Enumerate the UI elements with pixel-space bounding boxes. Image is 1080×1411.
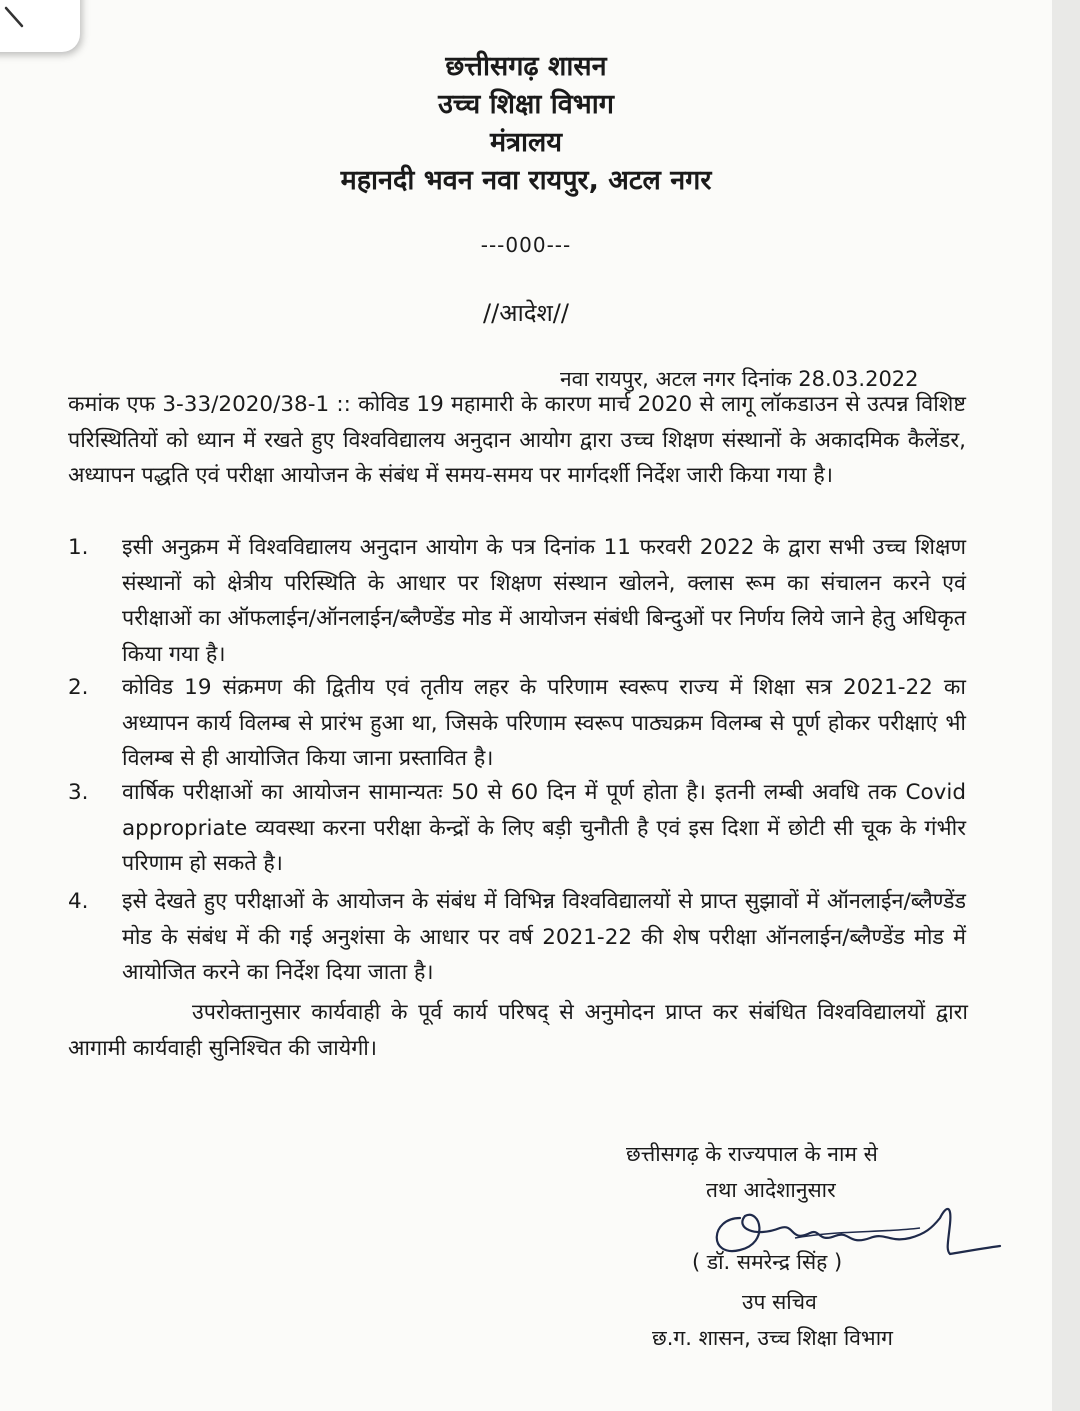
- signatory-name: ( डॉ. समरेन्द्र सिंह ): [692, 1250, 843, 1274]
- back-arrow-icon: [2, 2, 32, 32]
- item-number: 4.: [68, 889, 89, 914]
- item-text: वार्षिक परीक्षाओं का आयोजन सामान्यतः 50 से 60 दिन में पूर्ण होता है। इतनी लम्बी अवधि तक Covid appropriate व्यवस्था करना परीक्षा केन्द्रों के लिए बड़ी चुनौती है एवं इस दिशा में छोटी सी चूक के गंभीर परिणाम हो सकते है।: [122, 780, 966, 876]
- back-button[interactable]: [0, 0, 80, 52]
- header-government: छत्तीसगढ़ शासन: [445, 51, 607, 82]
- signatory-department: छ.ग. शासन, उच्च शिक्षा विभाग: [652, 1326, 893, 1350]
- closing-paragraph: उपरोक्तानुसार कार्यवाही के पूर्व कार्य परिषद् से अनुमोदन प्राप्त कर संबंधित विश्वविद्यालयों द्वारा आगामी कार्यवाही सुनिश्चित की जायेगी।: [68, 1000, 968, 1061]
- signature-authority: छत्तीसगढ़ के राज्यपाल के नाम से: [626, 1142, 878, 1166]
- screen-edge: [1052, 0, 1080, 1411]
- item-number: 3.: [68, 780, 89, 805]
- header-department: उच्च शिक्षा विभाग: [438, 89, 614, 120]
- item-text: इसे देखते हुए परीक्षाओं के आयोजन के संबंध में विभिन्न विश्वविद्यालयों से प्राप्त सुझावों में ऑनलाईन/ब्लैण्डेंड मोड के संबंध में की गई अनुशंसा के आधार पर वर्ष 2021-22 की शेष परीक्षा ऑनलाईन/ब्लैण्डेंड मोड में आयोजित करने का निर्देश दिया जाता है।: [122, 889, 966, 985]
- item-text: कोविड 19 संक्रमण की द्वितीय एवं तृतीय लहर के परिणाम स्वरूप राज्य में शिक्षा सत्र 2021-22 का अध्यापन कार्य विलम्ब से प्रारंभ हुआ था, जिसके परिणाम स्वरूप पाठ्यक्रम विलम्ब से पूर्ण होकर परीक्षाएं भी विलम्ब से ही आयोजित किया जाना प्रस्तावित है।: [122, 675, 966, 771]
- list-item: [68, 670, 966, 777]
- order-title: //आदेश//: [483, 299, 569, 327]
- item-number: 1.: [68, 535, 89, 560]
- date-line: नवा रायपुर, अटल नगर दिनांक 28.03.2022: [560, 367, 919, 391]
- list-item: [68, 775, 966, 882]
- header-ministry: मंत्रालय: [489, 127, 562, 158]
- signatory-designation: उप सचिव: [742, 1290, 817, 1314]
- list-item: [68, 884, 966, 991]
- intro-paragraph: कमांक एफ 3-33/2020/38-1 :: कोविड 19 महामारी के कारण मार्च 2020 से लागू लॉकडाउन से उत्पन्न विशिष्ट परिस्थितियों को ध्यान में रखते हुए विश्वविद्यालय अनुदान आयोग द्वारा उच्च शिक्षण संस्थानों के अकादमिक कैलेंडर, अध्यापन पद्धति एवं परीक्षा आयोजन के संबंध में समय-समय पर मार्गदर्शी निर्देश जारी किया गया है।: [68, 392, 966, 488]
- signature-order-line: तथा आदेशानुसार: [706, 1178, 836, 1202]
- list-item: [68, 530, 966, 672]
- item-number: 2.: [68, 675, 89, 700]
- separator: ---000---: [480, 233, 572, 257]
- item-text: इसी अनुक्रम में विश्वविद्यालय अनुदान आयोग के पत्र दिनांक 11 फरवरी 2022 के द्वारा सभी उच्च शिक्षण संस्थानों को क्षेत्रीय परिस्थिति के आधार पर शिक्षण संस्थान खोलने, क्लास रूम का संचालन करने एवं परीक्षाओं का ऑफलाईन/ऑनलाईन/ब्लैण्डेंड मोड में आयोजन संबंधी बिन्दुओं पर निर्णय लिये जाने हेतु अधिकृत किया गया है।: [122, 535, 966, 667]
- header-address: महानदी भवन नवा रायपुर, अटल नगर: [340, 165, 712, 196]
